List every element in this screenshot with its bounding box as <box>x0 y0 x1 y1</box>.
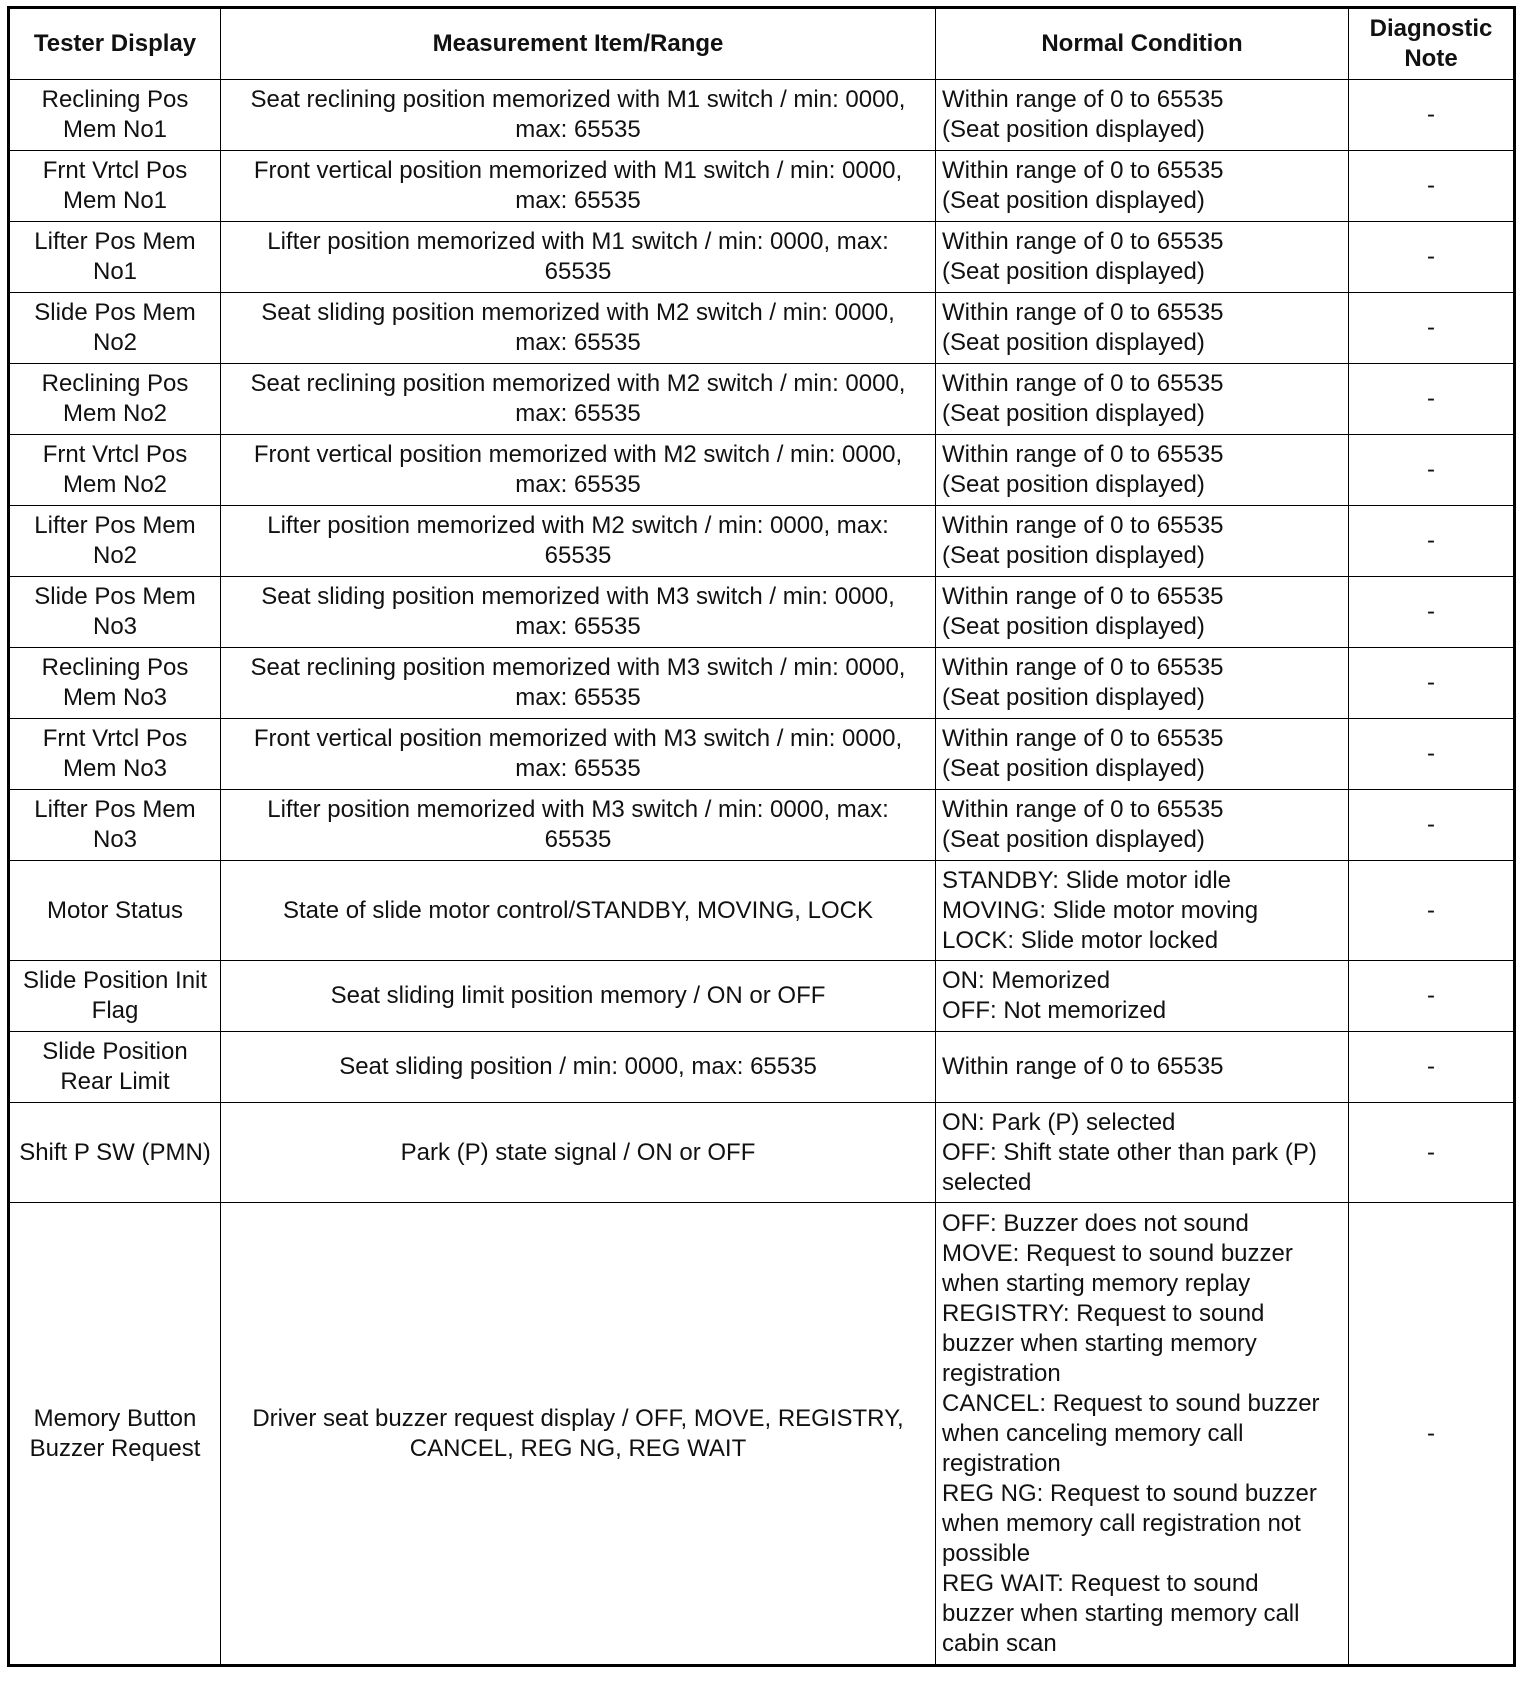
table-row <box>9 435 1515 506</box>
normal-condition-cell-line: registration <box>942 1449 1061 1477</box>
normal-condition-cell-line: (Seat position displayed) <box>942 400 1205 427</box>
measurement-cell <box>221 790 936 861</box>
normal-condition-cell-line: Within range of 0 to 65535 <box>942 441 1224 468</box>
measurement-cell-line: max: 65535 <box>515 755 641 782</box>
table-row <box>9 1032 1515 1103</box>
tester-display-cell-line: Buzzer Request <box>29 1434 201 1462</box>
tester-display-cell <box>9 961 221 1032</box>
normal-condition-cell-line: selected <box>942 1168 1032 1196</box>
normal-condition-cell-line: CANCEL: Request to sound buzzer <box>942 1389 1320 1417</box>
normal-condition-cell-line: STANDBY: Slide motor idle <box>942 866 1231 894</box>
normal-condition-cell-line: (Seat position displayed) <box>942 258 1205 285</box>
table-row <box>9 222 1515 293</box>
tester-display-cell-line: Reclining Pos <box>41 86 189 113</box>
normal-condition-cell-line: Within range of 0 to 65535 <box>942 796 1224 823</box>
measurement-cell <box>221 961 936 1032</box>
diagnostic-note-cell: - <box>1349 861 1515 961</box>
tester-display-cell-line: Reclining Pos <box>41 370 189 397</box>
table-row <box>9 719 1515 790</box>
measurement-cell-line: max: 65535 <box>515 613 641 640</box>
diagnostic-note-cell: - <box>1349 1032 1515 1103</box>
normal-condition-cell-line: MOVING: Slide motor moving <box>942 896 1259 924</box>
normal-condition-cell-line: Within range of 0 to 65535 <box>942 299 1224 326</box>
tester-display-cell <box>9 364 221 435</box>
normal-condition-cell-line: Within range of 0 to 65535 <box>942 725 1224 752</box>
table-row <box>9 364 1515 435</box>
table-row <box>9 790 1515 861</box>
tester-display-cell-line: Mem No2 <box>62 400 168 427</box>
header-normal-condition: Normal Condition <box>936 8 1349 80</box>
measurement-cell-line: Driver seat buzzer request display / OFF, MOVE, REGISTRY, <box>252 1404 904 1432</box>
tester-display-cell-line: Frnt Vrtcl Pos <box>42 725 188 752</box>
measurement-cell-line: Lifter position memorized with M2 switch / min: 0000, max: <box>267 512 889 539</box>
tester-display-cell-line: No1 <box>92 258 138 285</box>
normal-condition-cell-line: buzzer when starting memory call <box>942 1599 1300 1627</box>
normal-condition-cell-line: (Seat position displayed) <box>942 684 1205 711</box>
normal-condition-cell-line: registration <box>942 1359 1061 1387</box>
normal-condition-cell <box>936 861 1349 961</box>
tester-display-cell <box>9 861 221 961</box>
header-measurement: Measurement Item/Range <box>221 8 936 80</box>
measurement-cell-line: 65535 <box>544 826 612 853</box>
measurement-cell-line: State of slide motor control/STANDBY, MOVING, LOCK <box>283 896 873 924</box>
tester-display-cell-line: Slide Position Init <box>22 967 208 994</box>
tester-display-cell-line: Memory Button <box>33 1404 197 1432</box>
measurement-cell-line: max: 65535 <box>515 329 641 356</box>
normal-condition-cell <box>936 1103 1349 1203</box>
normal-condition-cell <box>936 1032 1349 1103</box>
diagnostic-note-cell: - <box>1349 151 1515 222</box>
measurement-cell-line: Seat sliding position / min: 0000, max: 65535 <box>339 1053 817 1080</box>
measurement-cell-line: Front vertical position memorized with M2 switch / min: 0000, <box>253 441 903 468</box>
diagnostic-note-cell: - <box>1349 648 1515 719</box>
tester-display-cell <box>9 435 221 506</box>
diagnostic-note-cell: - <box>1349 961 1515 1032</box>
measurement-cell-line: Seat reclining position memorized with M2 switch / min: 0000, <box>250 370 906 397</box>
normal-condition-cell-line: REG NG: Request to sound buzzer <box>942 1479 1317 1507</box>
tester-display-cell <box>9 80 221 151</box>
tester-display-cell <box>9 1032 221 1103</box>
normal-condition-cell-line: (Seat position displayed) <box>942 116 1205 143</box>
table-row <box>9 1203 1515 1666</box>
tester-display-cell-line: Slide Position <box>42 1038 188 1065</box>
measurement-cell-line: Seat sliding position memorized with M2 switch / min: 0000, <box>261 299 895 326</box>
table-row <box>9 151 1515 222</box>
normal-condition-cell <box>936 577 1349 648</box>
diagnostic-note-cell: - <box>1349 435 1515 506</box>
normal-condition-cell-line: REGISTRY: Request to sound <box>942 1299 1265 1327</box>
normal-condition-cell-line: (Seat position displayed) <box>942 471 1205 498</box>
normal-condition-cell-line: OFF: Not memorized <box>942 997 1167 1024</box>
tester-display-cell-line: No3 <box>92 826 138 853</box>
normal-condition-cell-line: Within range of 0 to 65535 <box>942 228 1224 255</box>
normal-condition-cell-line: Within range of 0 to 65535 <box>942 583 1224 610</box>
normal-condition-cell-line: Within range of 0 to 65535 <box>942 512 1224 539</box>
table-row <box>9 80 1515 151</box>
measurement-cell <box>221 577 936 648</box>
tester-display-cell-line: Shift P SW (PMN) <box>19 1138 211 1166</box>
tester-display-cell-line: No2 <box>92 329 138 356</box>
normal-condition-cell-line: (Seat position displayed) <box>942 542 1205 569</box>
tester-display-cell-line: Lifter Pos Mem <box>34 228 196 255</box>
tester-display-cell-line: No3 <box>92 613 138 640</box>
normal-condition-cell <box>936 506 1349 577</box>
normal-condition-cell-line: LOCK: Slide motor locked <box>942 926 1219 954</box>
diagnostic-note-cell: - <box>1349 790 1515 861</box>
data-monitor-table <box>7 6 1516 1667</box>
tester-display-cell-line: Mem No1 <box>62 116 168 143</box>
table-row <box>9 1103 1515 1203</box>
normal-condition-cell <box>936 293 1349 364</box>
tester-display-cell <box>9 1103 221 1203</box>
diagnostic-note-cell: - <box>1349 506 1515 577</box>
tester-display-cell-line: Slide Pos Mem <box>34 583 196 610</box>
normal-condition-cell <box>936 648 1349 719</box>
measurement-cell <box>221 293 936 364</box>
tester-display-cell-line: Mem No3 <box>62 684 168 711</box>
measurement-cell-line: Front vertical position memorized with M3 switch / min: 0000, <box>253 725 903 752</box>
measurement-cell <box>221 435 936 506</box>
tester-display-cell <box>9 293 221 364</box>
normal-condition-cell <box>936 1203 1349 1666</box>
measurement-cell <box>221 364 936 435</box>
tester-display-cell-line: Mem No2 <box>62 471 168 498</box>
measurement-cell-line: 65535 <box>544 542 612 569</box>
normal-condition-cell-line: (Seat position displayed) <box>942 329 1205 356</box>
normal-condition-cell-line: Within range of 0 to 65535 <box>942 654 1224 681</box>
tester-display-cell-line: No2 <box>92 542 138 569</box>
normal-condition-cell-line: OFF: Shift state other than park (P) <box>942 1138 1317 1166</box>
header-diagnostic-note-line: Note <box>1404 45 1458 72</box>
tester-display-cell-line: Frnt Vrtcl Pos <box>42 441 188 468</box>
diagnostic-note-cell: - <box>1349 719 1515 790</box>
normal-condition-cell-line: possible <box>942 1539 1031 1567</box>
table-row <box>9 577 1515 648</box>
header-tester-display: Tester Display <box>9 8 221 80</box>
diagnostic-note-cell: - <box>1349 80 1515 151</box>
tester-display-cell <box>9 719 221 790</box>
normal-condition-cell-line: (Seat position displayed) <box>942 755 1205 782</box>
tester-display-cell-line: Mem No3 <box>62 755 168 782</box>
measurement-cell-line: Seat reclining position memorized with M3 switch / min: 0000, <box>250 654 906 681</box>
header-row <box>9 8 1515 80</box>
tester-display-cell-line: Motor Status <box>46 896 184 924</box>
measurement-cell-line: max: 65535 <box>515 116 641 143</box>
normal-condition-cell-line: (Seat position displayed) <box>942 826 1205 853</box>
measurement-cell <box>221 151 936 222</box>
table-row <box>9 961 1515 1032</box>
tester-display-cell-line: Frnt Vrtcl Pos <box>42 157 188 184</box>
header-diagnostic-note <box>1349 8 1515 80</box>
normal-condition-cell <box>936 961 1349 1032</box>
normal-condition-cell <box>936 719 1349 790</box>
measurement-cell-line: max: 65535 <box>515 471 641 498</box>
normal-condition-cell-line: cabin scan <box>942 1629 1057 1657</box>
measurement-cell-line: Park (P) state signal / ON or OFF <box>400 1138 756 1166</box>
tester-display-cell <box>9 151 221 222</box>
measurement-cell-line: Seat reclining position memorized with M1 switch / min: 0000, <box>250 86 906 113</box>
diagnostic-note-cell: - <box>1349 364 1515 435</box>
diagnostic-note-cell: - <box>1349 222 1515 293</box>
diagnostic-note-cell: - <box>1349 1103 1515 1203</box>
normal-condition-cell <box>936 364 1349 435</box>
tester-display-cell-line: Flag <box>91 997 139 1024</box>
measurement-cell-line: max: 65535 <box>515 187 641 214</box>
measurement-cell-line: Seat sliding position memorized with M3 switch / min: 0000, <box>261 583 895 610</box>
measurement-cell <box>221 506 936 577</box>
measurement-cell <box>221 648 936 719</box>
measurement-cell <box>221 222 936 293</box>
measurement-cell <box>221 719 936 790</box>
tester-display-cell <box>9 222 221 293</box>
normal-condition-cell <box>936 435 1349 506</box>
tester-display-cell <box>9 648 221 719</box>
measurement-cell <box>221 1032 936 1103</box>
tester-display-cell <box>9 790 221 861</box>
measurement-cell-line: Front vertical position memorized with M1 switch / min: 0000, <box>253 157 903 184</box>
normal-condition-cell-line: REG WAIT: Request to sound <box>942 1569 1259 1597</box>
normal-condition-cell-line: (Seat position displayed) <box>942 613 1205 640</box>
normal-condition-cell-line: Within range of 0 to 65535 <box>942 1053 1224 1080</box>
normal-condition-cell <box>936 790 1349 861</box>
normal-condition-cell-line: ON: Memorized <box>942 967 1111 994</box>
normal-condition-cell <box>936 222 1349 293</box>
measurement-cell <box>221 80 936 151</box>
normal-condition-cell-line: ON: Park (P) selected <box>942 1108 1176 1136</box>
table-row <box>9 506 1515 577</box>
tester-display-cell-line: Slide Pos Mem <box>34 299 196 326</box>
diagnostic-note-cell: - <box>1349 1203 1515 1666</box>
tester-display-cell-line: Reclining Pos <box>41 654 189 681</box>
measurement-cell-line: Seat sliding limit position memory / ON or OFF <box>330 982 826 1009</box>
normal-condition-cell-line: when starting memory replay <box>942 1269 1251 1297</box>
table-row <box>9 648 1515 719</box>
normal-condition-cell-line: Within range of 0 to 65535 <box>942 157 1224 184</box>
tester-display-cell-line: Rear Limit <box>60 1068 170 1095</box>
normal-condition-cell-line: Within range of 0 to 65535 <box>942 86 1224 113</box>
measurement-cell-line: Lifter position memorized with M1 switch / min: 0000, max: <box>267 228 889 255</box>
table-row <box>9 861 1515 961</box>
normal-condition-cell-line: Within range of 0 to 65535 <box>942 370 1224 397</box>
measurement-cell <box>221 1203 936 1666</box>
normal-condition-cell-line: buzzer when starting memory <box>942 1329 1257 1357</box>
tester-display-cell <box>9 506 221 577</box>
normal-condition-cell-line: (Seat position displayed) <box>942 187 1205 214</box>
measurement-cell-line: max: 65535 <box>515 684 641 711</box>
tester-display-cell <box>9 1203 221 1666</box>
normal-condition-cell-line: when memory call registration not <box>942 1509 1301 1537</box>
tester-display-cell <box>9 577 221 648</box>
normal-condition-cell-line: when canceling memory call <box>942 1419 1244 1447</box>
measurement-cell-line: max: 65535 <box>515 400 641 427</box>
measurement-cell-line: Lifter position memorized with M3 switch / min: 0000, max: <box>267 796 889 823</box>
measurement-cell <box>221 1103 936 1203</box>
diagnostic-note-cell: - <box>1349 577 1515 648</box>
header-diagnostic-note-line: Diagnostic <box>1369 15 1493 42</box>
normal-condition-cell-line: MOVE: Request to sound buzzer <box>942 1239 1293 1267</box>
diagnostic-note-cell: - <box>1349 293 1515 364</box>
normal-condition-cell <box>936 80 1349 151</box>
tester-display-cell-line: Mem No1 <box>62 187 168 214</box>
tester-display-cell-line: Lifter Pos Mem <box>34 796 196 823</box>
normal-condition-cell-line: OFF: Buzzer does not sound <box>942 1209 1249 1237</box>
measurement-cell <box>221 861 936 961</box>
table-row <box>9 293 1515 364</box>
normal-condition-cell <box>936 151 1349 222</box>
measurement-cell-line: CANCEL, REG NG, REG WAIT <box>409 1434 747 1462</box>
tester-display-cell-line: Lifter Pos Mem <box>34 512 196 539</box>
measurement-cell-line: 65535 <box>544 258 612 285</box>
